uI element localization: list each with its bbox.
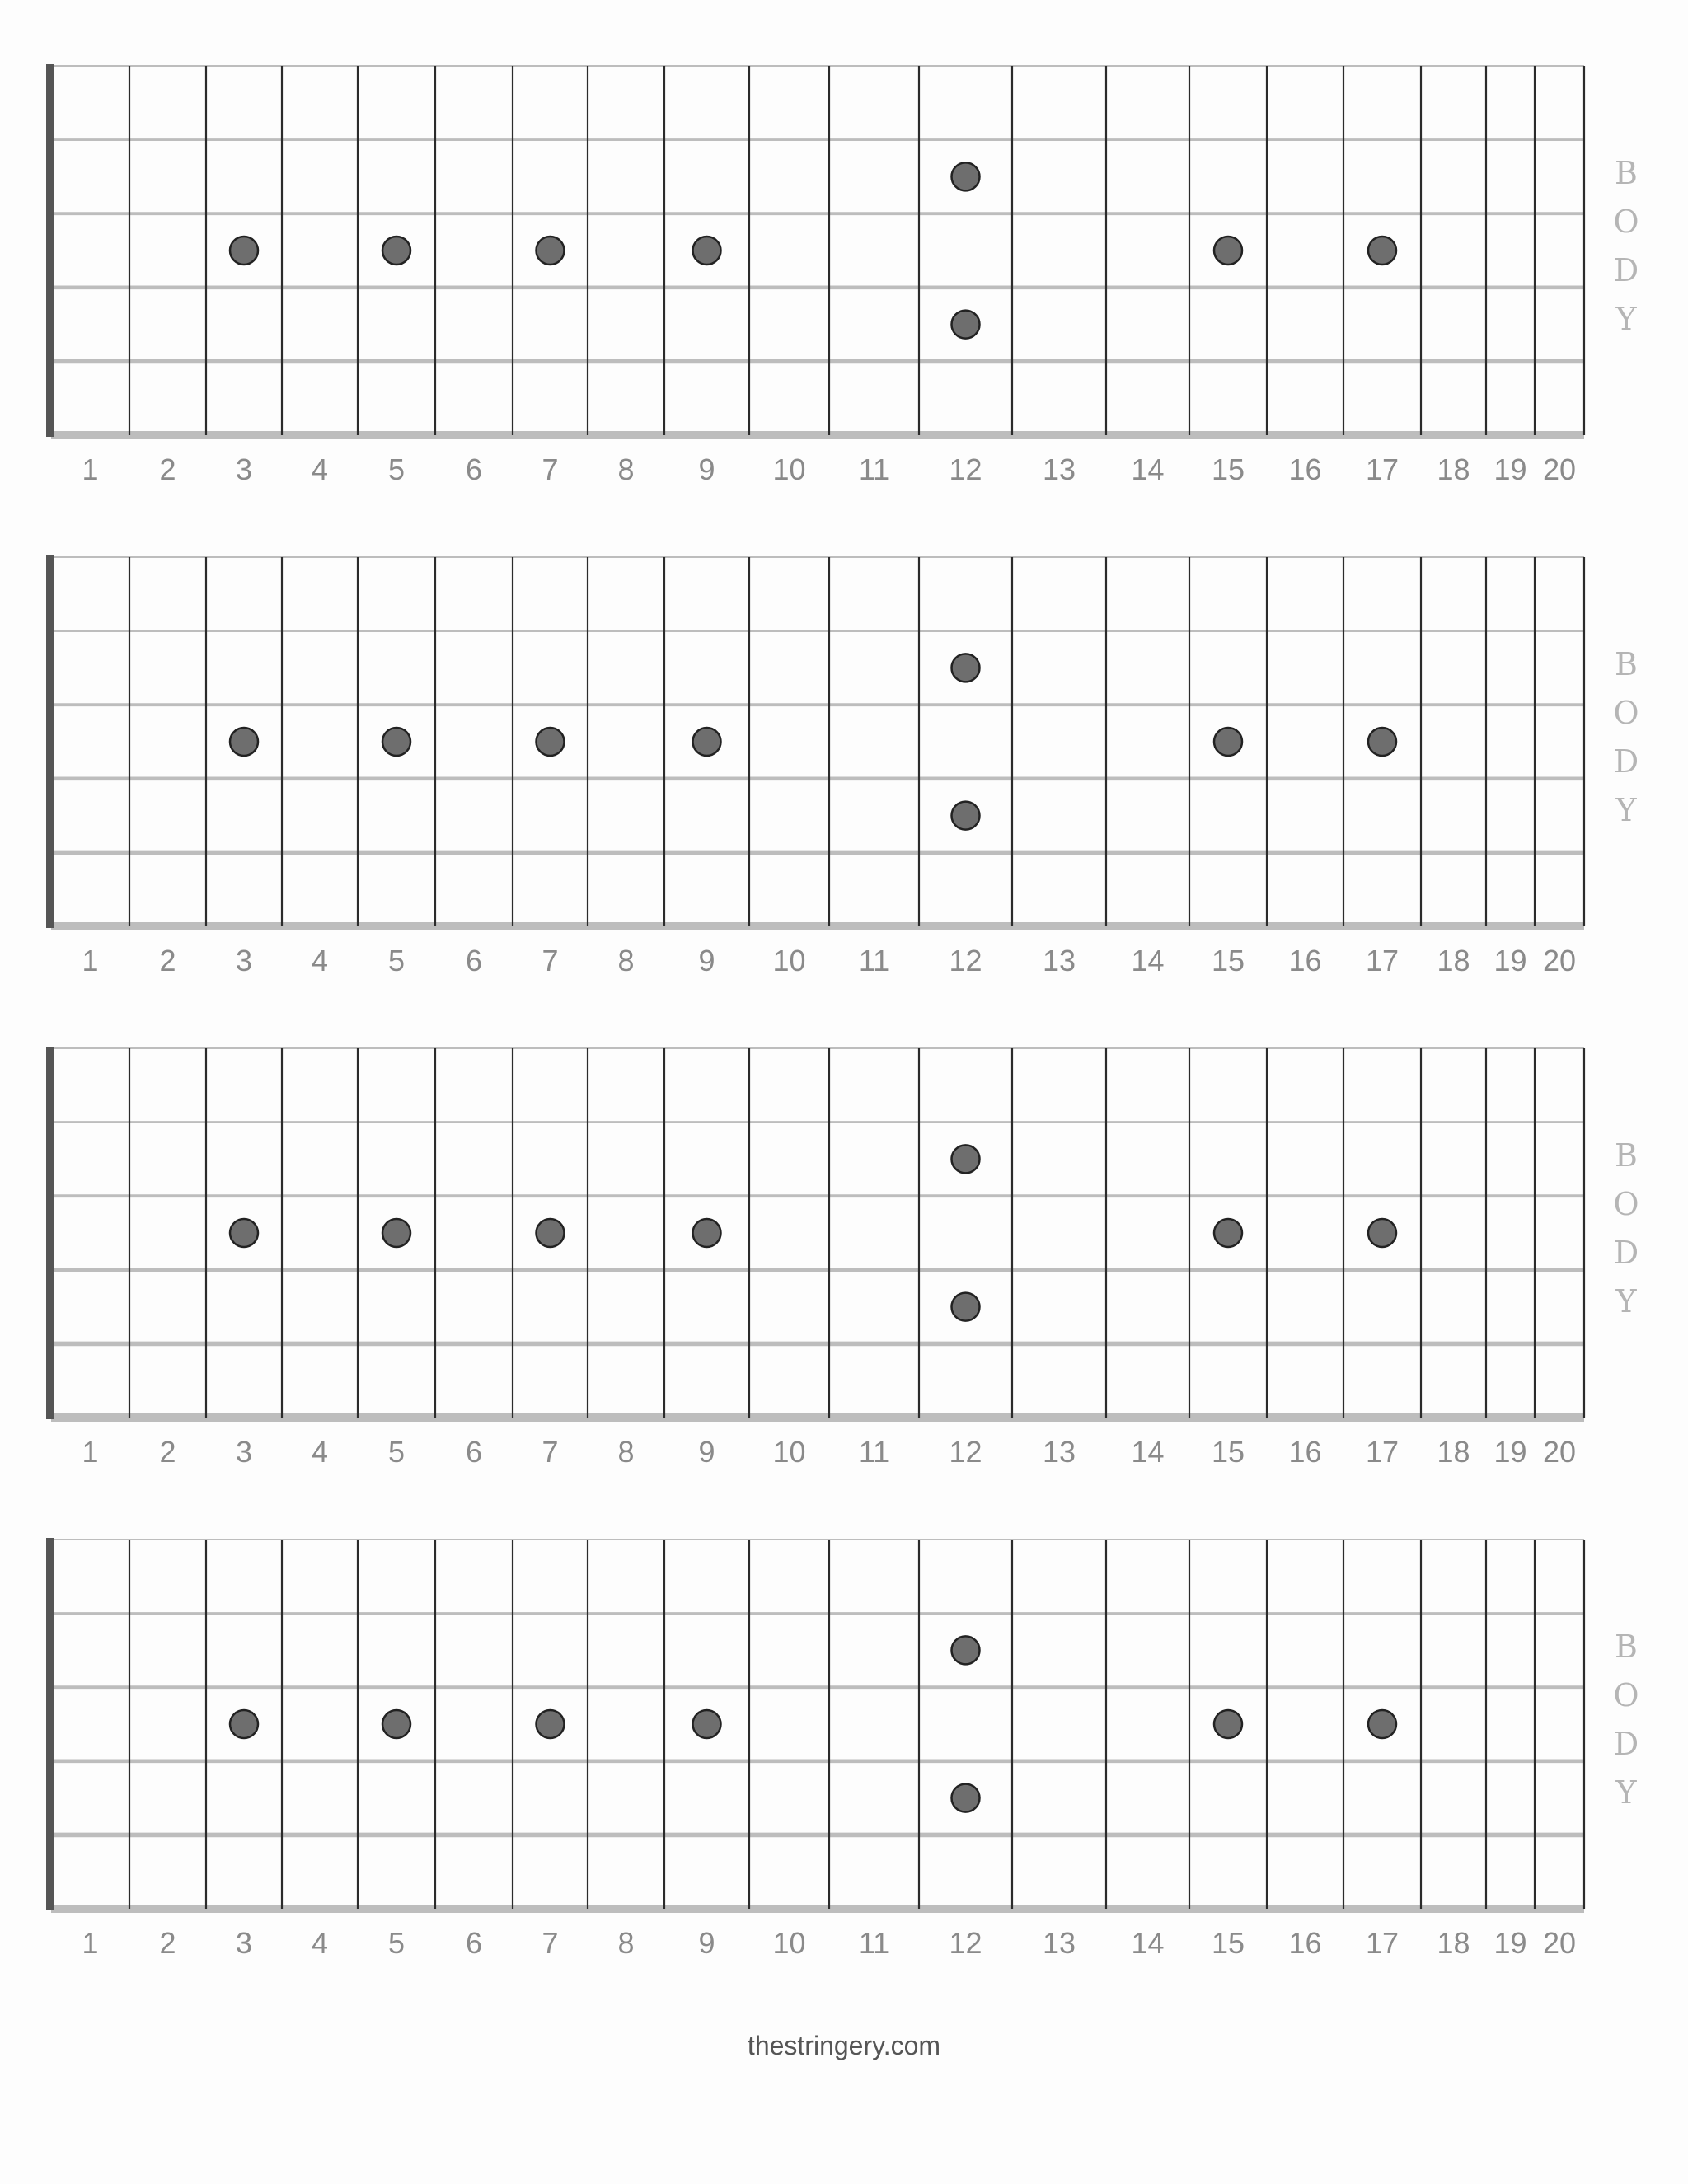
inlay-marker-fret-12-upper	[952, 1636, 980, 1664]
body-label-letter: B	[1615, 1629, 1638, 1665]
fret-number-label: 9	[698, 1435, 715, 1469]
inlay-marker-fret-7	[537, 237, 565, 265]
fret-number-label: 2	[159, 1926, 176, 1960]
nut	[46, 1047, 54, 1419]
fret-number-label: 1	[82, 1435, 99, 1469]
nut	[46, 555, 54, 928]
inlay-marker-fret-3	[230, 237, 258, 265]
fret-number-label: 10	[772, 452, 806, 486]
fret-number-label: 9	[698, 452, 715, 486]
inlay-marker-fret-12-lower	[952, 311, 980, 339]
fret-number-label: 7	[542, 1435, 559, 1469]
inlay-marker-fret-15	[1214, 1710, 1242, 1738]
inlay-marker-fret-5	[382, 728, 410, 756]
inlay-marker-fret-5	[382, 1710, 410, 1738]
inlay-marker-fret-9	[693, 1219, 721, 1247]
fret-number-label: 16	[1288, 452, 1322, 486]
fret-number-label: 18	[1437, 1926, 1470, 1960]
fret-number-label: 12	[949, 452, 982, 486]
fret-number-label: 3	[235, 452, 253, 486]
fret-number-label: 13	[1042, 944, 1076, 977]
fret-number-label: 7	[542, 452, 559, 486]
inlay-marker-fret-15	[1214, 728, 1242, 756]
inlay-marker-fret-12-lower	[952, 1784, 980, 1812]
inlay-marker-fret-7	[537, 728, 565, 756]
fret-number-label: 8	[617, 452, 635, 486]
fret-number-label: 12	[949, 944, 982, 977]
fret-number-label: 18	[1437, 944, 1470, 977]
fret-number-label: 15	[1211, 1435, 1245, 1469]
fret-number-label: 11	[858, 1435, 890, 1469]
inlay-marker-fret-17	[1368, 1219, 1396, 1247]
inlay-marker-fret-3	[230, 1710, 258, 1738]
fret-number-label: 4	[311, 452, 329, 486]
fret-number-label: 13	[1042, 1435, 1076, 1469]
fret-number-label: 8	[617, 1926, 635, 1960]
body-label-letter: D	[1613, 252, 1639, 288]
fret-number-label: 20	[1542, 944, 1577, 977]
body-label-letter: D	[1613, 1235, 1639, 1271]
body-label-letter: B	[1615, 646, 1638, 682]
fret-number-label: 9	[698, 1926, 715, 1960]
fret-number-label: 12	[949, 1435, 982, 1469]
inlay-marker-fret-12-lower	[952, 1293, 980, 1321]
inlay-marker-fret-12-upper	[952, 1145, 980, 1173]
fretboard-2	[46, 555, 1639, 977]
body-label-letter: D	[1613, 1726, 1639, 1762]
inlay-marker-fret-12-lower	[952, 802, 980, 830]
inlay-marker-fret-3	[230, 1219, 258, 1247]
fret-number-label: 19	[1493, 944, 1527, 977]
fret-number-label: 5	[387, 452, 406, 486]
fret-number-label: 6	[465, 452, 483, 486]
fret-number-label: 20	[1542, 1926, 1577, 1960]
fret-number-label: 10	[772, 944, 806, 977]
fret-number-label: 9	[698, 944, 715, 977]
fret-number-label: 17	[1365, 944, 1400, 977]
body-label-letter: O	[1613, 204, 1639, 240]
body-label-letter: O	[1613, 1677, 1639, 1713]
inlay-marker-fret-17	[1368, 1710, 1396, 1738]
fret-number-label: 19	[1493, 452, 1527, 486]
fret-number-label: 2	[159, 944, 176, 977]
body-label-letter: B	[1615, 1137, 1638, 1174]
fret-number-label: 17	[1365, 1435, 1400, 1469]
fret-number-label: 7	[542, 944, 559, 977]
fret-number-label: 11	[858, 452, 890, 486]
inlay-marker-fret-15	[1214, 1219, 1242, 1247]
nut	[46, 64, 54, 437]
inlay-marker-fret-9	[693, 1710, 721, 1738]
inlay-marker-fret-17	[1368, 728, 1396, 756]
body-label-letter: D	[1613, 743, 1639, 780]
fret-number-label: 5	[387, 944, 406, 977]
fret-number-label: 3	[235, 1926, 253, 1960]
fret-number-label: 4	[311, 944, 329, 977]
fretboard-3	[46, 1047, 1639, 1469]
fret-number-label: 11	[858, 1926, 890, 1960]
inlay-marker-fret-9	[693, 728, 721, 756]
fret-number-label: 1	[82, 944, 99, 977]
fret-number-label: 17	[1365, 452, 1400, 486]
inlay-marker-fret-3	[230, 728, 258, 756]
fret-number-label: 6	[465, 1926, 483, 1960]
fret-number-label: 19	[1493, 1926, 1527, 1960]
fret-number-label: 14	[1131, 1926, 1165, 1960]
fret-number-label: 14	[1131, 944, 1165, 977]
fret-number-label: 8	[617, 1435, 635, 1469]
fret-number-label: 17	[1365, 1926, 1400, 1960]
body-label-letter: O	[1613, 695, 1639, 731]
inlay-marker-fret-5	[382, 237, 410, 265]
fret-number-label: 15	[1211, 944, 1245, 977]
fret-number-label: 13	[1042, 452, 1076, 486]
fret-number-label: 15	[1211, 452, 1245, 486]
inlay-marker-fret-17	[1368, 237, 1396, 265]
inlay-marker-fret-5	[382, 1219, 410, 1247]
fret-number-label: 3	[235, 944, 253, 977]
fret-number-label: 18	[1437, 452, 1470, 486]
fret-number-label: 4	[311, 1926, 329, 1960]
fret-number-label: 20	[1542, 1435, 1577, 1469]
fret-number-label: 2	[159, 452, 176, 486]
fretboard-4	[46, 1538, 1639, 1960]
fret-number-label: 7	[542, 1926, 559, 1960]
fret-number-label: 14	[1131, 1435, 1165, 1469]
inlay-marker-fret-12-upper	[952, 162, 980, 190]
fret-number-label: 6	[465, 1435, 483, 1469]
fret-number-label: 16	[1288, 944, 1322, 977]
fret-number-label: 19	[1493, 1435, 1527, 1469]
fret-number-label: 10	[772, 1435, 806, 1469]
fret-number-label: 4	[311, 1435, 329, 1469]
fret-number-label: 16	[1288, 1926, 1322, 1960]
fret-number-label: 5	[387, 1435, 406, 1469]
inlay-marker-fret-9	[693, 237, 721, 265]
fret-number-label: 2	[159, 1435, 176, 1469]
inlay-marker-fret-12-upper	[952, 654, 980, 682]
fret-number-label: 10	[772, 1926, 806, 1960]
fret-number-label: 14	[1131, 452, 1165, 486]
body-label-letter: Y	[1615, 792, 1637, 828]
fret-number-label: 1	[82, 1926, 99, 1960]
fret-number-label: 3	[235, 1435, 253, 1469]
fret-number-label: 6	[465, 944, 483, 977]
body-label-letter: Y	[1615, 1283, 1637, 1319]
body-label-letter: O	[1613, 1186, 1639, 1222]
body-label-letter: Y	[1615, 1774, 1637, 1811]
fret-number-label: 18	[1437, 1435, 1470, 1469]
nut	[46, 1538, 54, 1910]
fret-number-label: 13	[1042, 1926, 1076, 1960]
fret-number-label: 12	[949, 1926, 982, 1960]
fret-number-label: 15	[1211, 1926, 1245, 1960]
fretboard-1	[46, 64, 1639, 486]
footer-site-credit: thestringery.com	[747, 2031, 941, 2060]
body-label-letter: Y	[1615, 301, 1637, 337]
fret-number-label: 20	[1542, 452, 1577, 486]
fret-number-label: 8	[617, 944, 635, 977]
inlay-marker-fret-7	[537, 1710, 565, 1738]
fret-number-label: 16	[1288, 1435, 1322, 1469]
body-label-letter: B	[1615, 155, 1638, 191]
inlay-marker-fret-15	[1214, 237, 1242, 265]
fret-number-label: 1	[82, 452, 99, 486]
fret-number-label: 11	[858, 944, 890, 977]
fret-number-label: 5	[387, 1926, 406, 1960]
inlay-marker-fret-7	[537, 1219, 565, 1247]
